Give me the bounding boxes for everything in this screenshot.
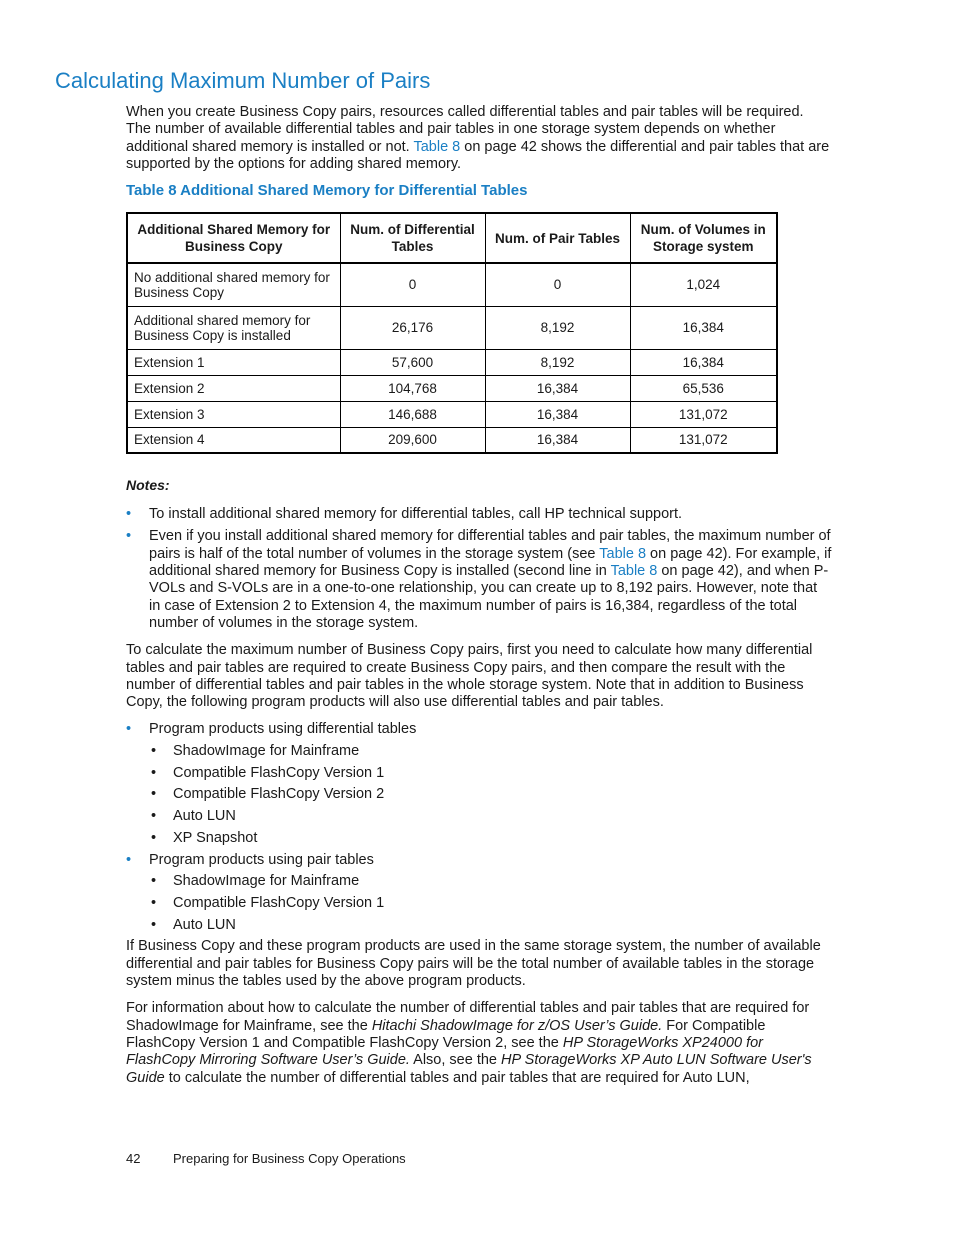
table-header-row — [127, 213, 777, 263]
notes-list — [126, 506, 832, 632]
table-row — [127, 349, 777, 375]
list-item: • XP Snapshot — [149, 830, 832, 847]
list-item: • Compatible FlashCopy Version 2 — [149, 786, 832, 803]
table-cell: No additional shared memory for Business Copy — [127, 263, 340, 306]
combined-usage-paragraph: If Business Copy and these program products are used in the same storage system, the number of available differential and pair tables for Business Copy pairs will be the total number of available tables in the storage system minus the tables used by the above program products. — [126, 938, 821, 990]
table-8-link[interactable]: Table 8 — [599, 545, 647, 562]
product-group — [126, 852, 832, 934]
pair-products-list — [149, 873, 832, 934]
reference-text: For information about how to calculate the number of differential tables and pair tables that are required for ShadowImage for Mainframe, see the — [126, 1000, 810, 1034]
reference-text: For Compatible FlashCopy Version 1 and Compatible FlashCopy Version 2, see the — [126, 1017, 766, 1051]
product-group-label: Program products using differential tables — [149, 721, 417, 738]
note-text: Even if you install additional shared memory for differential tables and pair tables, the maximum number of pairs is half of the total number of volumes in the storage system (see — [149, 528, 831, 562]
reference-text: Also, see the — [409, 1052, 502, 1069]
footer-section-title: Preparing for Business Copy Operations — [173, 1151, 406, 1166]
note-item — [126, 528, 832, 632]
intro-text-1: When you create Business Copy pairs, resources called differential tables and pair tables will be required. The number of available differential tables and pair tables in one storage system depends on whether additional shared memory is installed or not. — [126, 104, 804, 155]
header-differential-tables: Num. of Differential Tables — [340, 213, 485, 263]
table-cell: 16,384 — [630, 306, 777, 349]
list-item: • Auto LUN — [149, 917, 832, 934]
guide-title: HP StorageWorks XP24000 for FlashCopy Mirroring Software User’s Guide. — [126, 1034, 763, 1069]
table-cell: 8,192 — [485, 306, 630, 349]
page-heading: Calculating Maximum Number of Pairs — [55, 68, 431, 93]
table-cell: 16,384 — [485, 401, 630, 427]
table-cell: Extension 1 — [127, 349, 340, 375]
table-cell: 209,600 — [340, 427, 485, 453]
guide-title: Hitachi ShadowImage for z/OS User’s Guide. — [371, 1017, 663, 1034]
table-row — [127, 263, 777, 306]
differential-products-list — [149, 743, 832, 847]
table-row — [127, 401, 777, 427]
header-volumes: Num. of Volumes in Storage system — [630, 213, 777, 263]
table-cell: 0 — [340, 263, 485, 306]
table-cell: 26,176 — [340, 306, 485, 349]
table-row — [127, 427, 777, 453]
product-group-label: Program products using pair tables — [149, 851, 374, 868]
table-cell: 0 — [485, 263, 630, 306]
table-cell: 146,688 — [340, 401, 485, 427]
notes-label: Notes: — [126, 477, 170, 494]
table-cell: Extension 3 — [127, 401, 340, 427]
table-cell: 16,384 — [630, 349, 777, 375]
program-products-list — [126, 721, 832, 933]
table-cell: 1,024 — [630, 263, 777, 306]
main-content — [126, 104, 832, 1087]
header-pair-tables: Num. of Pair Tables — [485, 213, 630, 263]
table-cell: 8,192 — [485, 349, 630, 375]
table-caption: Table 8 Additional Shared Memory for Differential Tables — [126, 182, 528, 200]
table-cell: 131,072 — [630, 401, 777, 427]
intro-paragraph — [126, 104, 832, 173]
reference-text: to calculate the number of differential tables and pair tables that are required for Auto LUN, — [164, 1069, 750, 1086]
table-cell: Extension 2 — [127, 375, 340, 401]
header-shared-memory: Additional Shared Memory for Business Copy — [127, 213, 340, 263]
list-item: • ShadowImage for Mainframe — [149, 873, 832, 890]
reference-paragraph — [126, 1000, 832, 1086]
table-cell: 16,384 — [485, 375, 630, 401]
list-item: • Auto LUN — [149, 808, 832, 825]
list-item: • Compatible FlashCopy Version 1 — [149, 765, 832, 782]
calculation-paragraph: To calculate the maximum number of Business Copy pairs, first you need to calculate how many differential tables and pair tables are required to create Business Copy pairs, and then compare the result with the number of differential tables and pair tables in the whole storage system. Note that in addition to Business Copy, the following program products will also use differential tables and pair tables. — [126, 642, 813, 711]
differential-tables-table — [126, 212, 778, 454]
table-cell: 16,384 — [485, 427, 630, 453]
table-row — [127, 306, 777, 349]
note-text: on page 42), and when P-VOLs and S-VOLs are in a one-to-one relationship, you can create up to 8,192 pairs. However, note that in case of Extension 2 to Extension 4, the maximum number of pairs is 16,384, regardless of the total number of volumes in the storage system. — [149, 563, 829, 631]
page-footer — [126, 1151, 406, 1166]
note-text: on page 42). For example, if additional shared memory for Business Copy is installed (second line in — [149, 545, 832, 580]
guide-title: HP StorageWorks XP Auto LUN Software User's Guide — [126, 1052, 812, 1086]
product-group — [126, 721, 832, 847]
table-row — [127, 375, 777, 401]
table-cell: Extension 4 — [127, 427, 340, 453]
page-number: 42 — [126, 1151, 141, 1166]
note-item: • To install additional shared memory for differential tables, call HP technical support. — [126, 506, 832, 523]
table-cell: 131,072 — [630, 427, 777, 453]
intro-text-2: on page 42 shows the differential and pair tables that are supported by the options for adding shared memory. — [126, 138, 830, 172]
table-cell: 65,536 — [630, 375, 777, 401]
table-8-link[interactable]: Table 8 — [413, 138, 461, 155]
table-cell: 104,768 — [340, 375, 485, 401]
table-cell: Additional shared memory for Business Copy is installed — [127, 306, 340, 349]
table-cell: 57,600 — [340, 349, 485, 375]
list-item: • Compatible FlashCopy Version 1 — [149, 895, 832, 912]
list-item: • ShadowImage for Mainframe — [149, 743, 832, 760]
table-8-link[interactable]: Table 8 — [610, 563, 658, 580]
